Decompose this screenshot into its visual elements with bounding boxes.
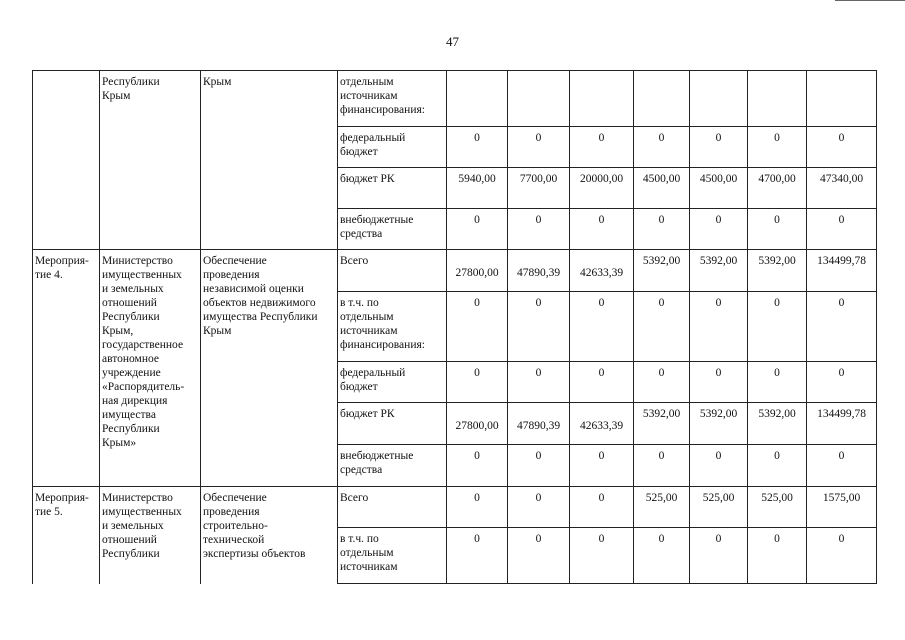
amount-cell: 1575,00 xyxy=(807,487,877,528)
amount-cell: 0 xyxy=(807,209,877,250)
amount-cell: 0 xyxy=(447,528,508,584)
amount-cell: 0 xyxy=(447,127,508,168)
amount-cell: 0 xyxy=(690,528,748,584)
amount-cell: 0 xyxy=(508,487,570,528)
amount-cell: 0 xyxy=(748,362,807,403)
executor-cell: Министерство имущественных и земельных отношений Республики Крым, государственное автономное учреждение «Распорядитель- ная дирекция имущества Республики Крым» xyxy=(100,250,201,487)
amount-cell xyxy=(690,71,748,127)
amount-cell: 7700,00 xyxy=(508,168,570,209)
amount-cell: 0 xyxy=(447,487,508,528)
amount-cell xyxy=(807,71,877,127)
purpose-cell: Обеспечение проведения строительно- технической экспертизы объектов xyxy=(201,487,338,584)
amount-cell: 27800,00 xyxy=(447,403,508,445)
amount-cell: 0 xyxy=(690,127,748,168)
funding-source-cell: Всего xyxy=(338,250,447,292)
amount-cell: 5392,00 xyxy=(690,250,748,292)
amount-cell: 0 xyxy=(690,362,748,403)
page-number: 47 xyxy=(446,34,459,49)
amount-cell: 5392,00 xyxy=(748,250,807,292)
amount-cell: 0 xyxy=(634,127,690,168)
table-row xyxy=(33,71,877,127)
amount-cell: 0 xyxy=(807,292,877,362)
corner-rule xyxy=(835,0,905,4)
amount-cell: 0 xyxy=(690,292,748,362)
amount-cell: 525,00 xyxy=(748,487,807,528)
amount-cell: 0 xyxy=(447,209,508,250)
amount-cell xyxy=(748,71,807,127)
amount-cell: 0 xyxy=(634,445,690,487)
amount-cell: 4500,00 xyxy=(634,168,690,209)
table-row xyxy=(33,487,877,528)
funding-source-cell: федеральный бюджет xyxy=(338,127,447,168)
funding-source-cell: в т.ч. по отдельным источникам финансирования: xyxy=(338,292,447,362)
amount-cell: 0 xyxy=(570,127,634,168)
measure-cell xyxy=(33,71,100,250)
amount-cell: 0 xyxy=(570,362,634,403)
amount-cell: 525,00 xyxy=(634,487,690,528)
amount-cell: 5392,00 xyxy=(634,403,690,445)
amount-cell: 0 xyxy=(748,292,807,362)
amount-cell: 0 xyxy=(570,209,634,250)
executor-cell: Министерство имущественных и земельных отношений Республики xyxy=(100,487,201,584)
amount-cell: 5392,00 xyxy=(748,403,807,445)
amount-cell: 0 xyxy=(748,209,807,250)
amount-cell: 0 xyxy=(447,445,508,487)
amount-cell: 0 xyxy=(634,209,690,250)
funding-source-cell: отдельным источникам финансирования: xyxy=(338,71,447,127)
purpose-cell: Обеспечение проведения независимой оценки объектов недвижимого имущества Республики Крым xyxy=(201,250,338,487)
amount-cell: 5392,00 xyxy=(634,250,690,292)
amount-cell xyxy=(508,71,570,127)
measure-cell: Мероприя- тие 5. xyxy=(33,487,100,584)
amount-cell: 4500,00 xyxy=(690,168,748,209)
funding-source-cell: внебюджетные средства xyxy=(338,445,447,487)
amount-cell: 0 xyxy=(807,362,877,403)
amount-cell: 0 xyxy=(807,127,877,168)
amount-cell: 0 xyxy=(748,445,807,487)
funding-source-cell: внебюджетные средства xyxy=(338,209,447,250)
amount-cell: 0 xyxy=(570,445,634,487)
amount-cell: 0 xyxy=(508,127,570,168)
amount-cell: 0 xyxy=(748,127,807,168)
amount-cell: 47890,39 xyxy=(508,403,570,445)
executor-cell: Республики Крым xyxy=(100,71,201,250)
amount-cell: 0 xyxy=(690,209,748,250)
amount-cell: 27800,00 xyxy=(447,250,508,292)
amount-cell: 0 xyxy=(634,292,690,362)
amount-cell: 47890,39 xyxy=(508,250,570,292)
amount-cell: 525,00 xyxy=(690,487,748,528)
amount-cell: 0 xyxy=(634,528,690,584)
amount-cell: 0 xyxy=(508,209,570,250)
funding-source-cell: бюджет РК xyxy=(338,403,447,445)
amount-cell: 42633,39 xyxy=(570,250,634,292)
amount-cell: 0 xyxy=(508,292,570,362)
funding-source-cell: в т.ч. по отдельным источникам xyxy=(338,528,447,584)
amount-cell xyxy=(570,71,634,127)
amount-cell: 5940,00 xyxy=(447,168,508,209)
amount-cell: 0 xyxy=(570,528,634,584)
amount-cell: 0 xyxy=(447,362,508,403)
amount-cell: 0 xyxy=(508,528,570,584)
funding-source-cell: Всего xyxy=(338,487,447,528)
table-row xyxy=(33,250,877,292)
measure-cell: Мероприя- тие 4. xyxy=(33,250,100,487)
amount-cell: 4700,00 xyxy=(748,168,807,209)
funding-source-cell: бюджет РК xyxy=(338,168,447,209)
amount-cell: 0 xyxy=(690,445,748,487)
amount-cell: 134499,78 xyxy=(807,250,877,292)
funding-source-cell: федеральный бюджет xyxy=(338,362,447,403)
amount-cell: 0 xyxy=(508,445,570,487)
amount-cell: 5392,00 xyxy=(690,403,748,445)
amount-cell: 42633,39 xyxy=(570,403,634,445)
amount-cell: 0 xyxy=(570,487,634,528)
amount-cell: 0 xyxy=(570,292,634,362)
amount-cell xyxy=(634,71,690,127)
amount-cell: 0 xyxy=(807,528,877,584)
amount-cell xyxy=(447,71,508,127)
amount-cell: 47340,00 xyxy=(807,168,877,209)
amount-cell: 20000,00 xyxy=(570,168,634,209)
amount-cell: 0 xyxy=(748,528,807,584)
amount-cell: 134499,78 xyxy=(807,403,877,445)
amount-cell: 0 xyxy=(508,362,570,403)
amount-cell: 0 xyxy=(634,362,690,403)
amount-cell: 0 xyxy=(447,292,508,362)
purpose-cell: Крым xyxy=(201,71,338,250)
funding-table xyxy=(32,70,877,584)
amount-cell: 0 xyxy=(807,445,877,487)
